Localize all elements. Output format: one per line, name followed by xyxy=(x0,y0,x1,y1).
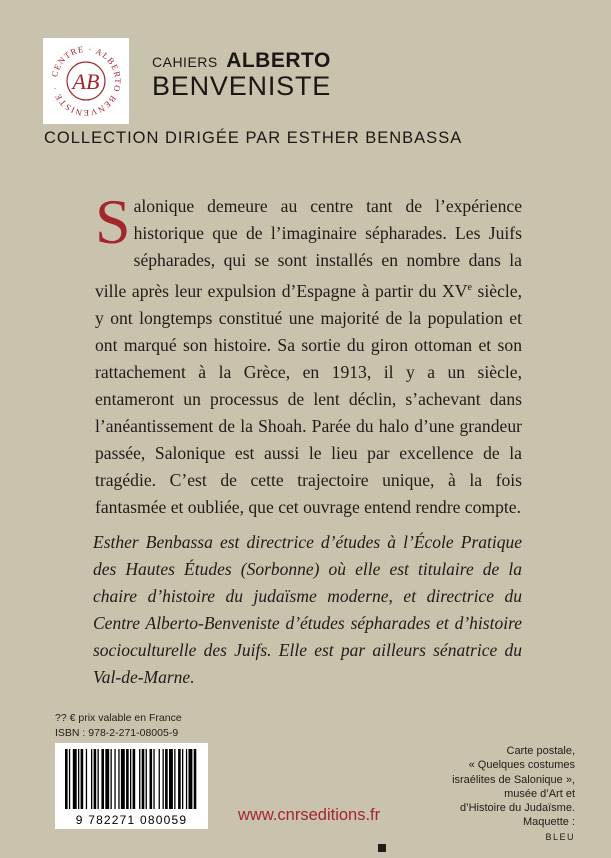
barcode-bar xyxy=(169,749,173,809)
book-summary xyxy=(95,186,522,521)
barcode-bar xyxy=(150,749,153,809)
barcode-bar xyxy=(178,749,181,809)
isbn-line: ISBN : 978-2-271-08005-9 xyxy=(55,727,179,739)
barcode-bar xyxy=(174,749,175,809)
series-prefix: CAHIERS xyxy=(152,54,218,70)
barcode-bar xyxy=(94,749,97,809)
logo-emblem xyxy=(43,38,129,124)
barcode-bar xyxy=(163,749,164,809)
credit-line-5: d’Histoire du Judaïsme. xyxy=(460,802,575,815)
barcode-bar xyxy=(86,749,87,809)
cover-credit xyxy=(375,744,575,852)
price-line: ?? € prix valable en France xyxy=(55,712,182,724)
logo-monogram: AB xyxy=(72,69,100,94)
barcode-bar xyxy=(182,749,183,809)
barcode-bar xyxy=(114,749,115,809)
barcode-bar xyxy=(121,749,125,809)
barcode-digits: 9 782271 080059 xyxy=(75,813,188,827)
series-name-bottom: BENVENISTE xyxy=(152,71,332,101)
century-superscript: e xyxy=(467,282,472,293)
barcode-bar xyxy=(65,749,68,809)
barcode-bar xyxy=(69,749,70,809)
centre-alberto-benveniste-logo xyxy=(43,38,129,124)
barcode-bar xyxy=(146,749,147,809)
maquette-label: Maquette : xyxy=(523,816,575,829)
credit-line-2: « Quelques costumes xyxy=(468,759,575,772)
barcode-bar xyxy=(118,749,119,809)
credit-line-3: israélites de Salonique », xyxy=(452,773,575,786)
barcode-bars xyxy=(55,743,208,813)
barcode-bar xyxy=(101,749,104,809)
credit-line-4: musée d’Art et xyxy=(504,787,575,800)
barcode-bar xyxy=(189,749,193,809)
author-bio: Esther Benbassa est directrice d’études à l’École Pratique des Hautes Études (Sorbonne) où elle est titulaire de la chaire d’histoire du judaïsme moderne, et directrice du Centre Alberto-Benveniste d’études sépharades et d’histoire socioculturelle des Juifs. Elle est par ailleurs sénatrice du Val-de-Marne. xyxy=(93,532,522,687)
barcode-bar xyxy=(73,749,77,809)
collection-line: COLLECTION DIRIGÉE PAR ESTHER BENBASSA xyxy=(44,129,463,147)
summary-text-part2: siècle, y ont longtemps constitué une majorité de la population et ont marqué son histoire. Sa sortie du giron ottoman et son rattachement à la Grèce, en 1913, il y a un siècle, entameront un processus de lent déclin, s’achevant dans l’anéantissement de la Shoah. Parée du halo d’une grandeur passée, Salonique est aussi le lieu par excellence de la tragédie. C’est de cette trajectoire unique, à la fois fantasmée et oubliée, que cet ouvrage entend rendre compte. xyxy=(95,280,522,517)
barcode-bar xyxy=(78,749,79,809)
barcode-bar xyxy=(81,749,84,809)
barcode-bar xyxy=(165,749,168,809)
summary-text-part1: alonique demeure au centre tant de l’expérience historique que de l’imaginaire sépharades. Les Juifs sépharades, qui se sont installés en nombre dans la ville après leur expulsion d’Espagne à partir du XV xyxy=(95,196,522,301)
designer-mark-icon xyxy=(378,844,386,852)
barcode-bar xyxy=(139,749,140,809)
series-title xyxy=(152,50,331,100)
logo-ring-text: CENTRE · ALBERTO BENVENISTE · xyxy=(49,43,124,119)
publisher-website-link[interactable]: www.cnrseditions.fr xyxy=(238,806,381,824)
barcode-bar xyxy=(186,749,187,809)
designer-brand: BLEU xyxy=(545,831,575,842)
credit-maquette xyxy=(375,815,575,852)
barcode-bar xyxy=(159,749,160,809)
drop-cap: S xyxy=(95,186,131,257)
barcode-bar xyxy=(126,749,129,809)
barcode-bar xyxy=(133,749,136,809)
barcode-bar xyxy=(194,749,197,809)
barcode-bar xyxy=(130,749,131,809)
barcode-bar xyxy=(153,749,154,809)
credit-line-1: Carte postale, xyxy=(506,745,575,757)
barcode-bar xyxy=(91,749,92,809)
barcode-bar xyxy=(142,749,145,809)
barcode xyxy=(55,743,208,829)
barcode-bar xyxy=(111,749,112,809)
barcode-bar xyxy=(98,749,99,809)
barcode-bar xyxy=(105,749,109,809)
series-name-top: ALBERTO xyxy=(226,49,331,72)
